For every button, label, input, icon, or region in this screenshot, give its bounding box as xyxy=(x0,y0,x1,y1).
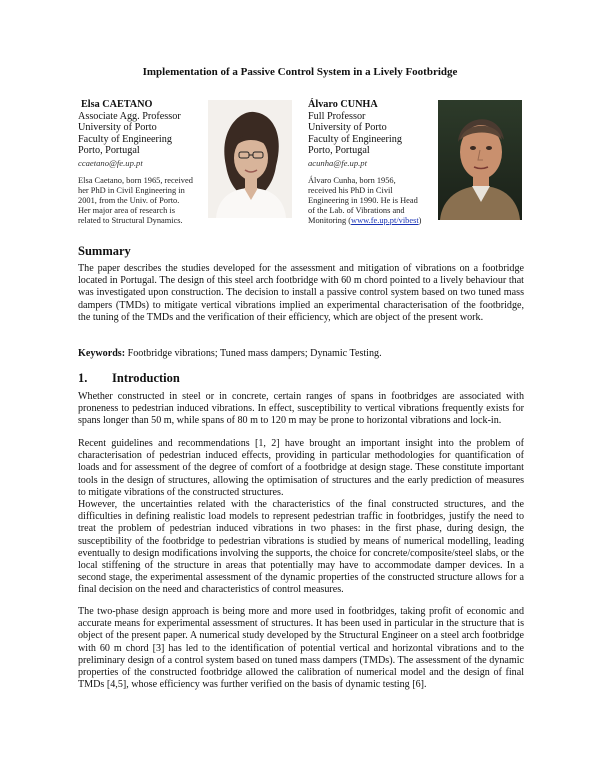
author-affiliation-line: Associate Agg. Professor xyxy=(78,110,181,122)
author-affiliation-line: University of Porto xyxy=(308,122,387,134)
author-name: Álvaro CUNHA xyxy=(308,99,378,110)
author-affiliation-line: University of Porto xyxy=(78,122,157,134)
author-affiliation-line: Porto, Portugal xyxy=(78,145,140,157)
author-photo-cunha xyxy=(438,100,522,220)
bio-text: ) xyxy=(418,216,422,225)
author-bio-cunha xyxy=(308,176,448,226)
summary-heading: Summary xyxy=(78,244,131,258)
bio-line: of the Lab. of Vibrations and xyxy=(308,206,405,215)
portrait-man-icon xyxy=(438,100,522,220)
bio-line-last xyxy=(308,216,448,226)
introduction-heading xyxy=(78,371,180,386)
keywords-label: Keywords: xyxy=(78,348,126,359)
intro-paragraph: The two-phase design approach is being more and more used in footbridges, taking profit of economic and accurate means for experimental assessment of structures. It has been used in particular in the structure that is object of the present paper. A numerical study developed by the Structural Engineer on a steel arch footbridge with 60 m chord [3] has led to the identification of potential vertical and horizontal vibrations and to the preliminary design of a control system based on tuned mass dampers (TMDs). The assessment of the dynamic properties of the constructed footbridge allowed the calibration of numerical model and the design of final TMDs [4,5], whose efficiency was further verified on the basis of dynamic testing [6]. xyxy=(78,606,524,691)
bio-line: her PhD in Civil Engineering in xyxy=(78,186,185,195)
bio-line: Elsa Caetano, born 1965, received xyxy=(78,176,193,185)
portrait-woman-icon xyxy=(208,100,292,218)
bio-line: Engineering in 1990. He is Head xyxy=(308,196,418,205)
intro-paragraph: Whether constructed in steel or in concrete, certain ranges of spans in footbridges are associated with proneness to pedestrian induced vibrations. In effect, susceptibility to vertical vibrations frequently exists for spans longer than 50 m, while spans of 80 m to 120 m may be prone to horizontal vibrations and lock-in. xyxy=(78,391,524,427)
author-photo-caetano xyxy=(208,100,292,218)
section-number: 1. xyxy=(78,371,88,385)
bio-line: Álvaro Cunha, born 1956, xyxy=(308,176,396,185)
lab-website-link[interactable]: www.fe.up.pt/vibest xyxy=(351,216,419,225)
bio-text: Monitoring ( xyxy=(308,216,352,225)
author-affiliation-line: Faculty of Engineering xyxy=(78,133,172,145)
keywords-line xyxy=(78,348,382,359)
author-email[interactable]: ccaetano@fe.up.pt xyxy=(78,157,143,168)
bio-line: related to Structural Dynamics. xyxy=(78,216,183,225)
author-block-cunha xyxy=(308,99,438,170)
summary-paragraph: The paper describes the studies developed for the assessment and mitigation of vibrations on a footbridge located in Portugal. The design of this steel arch footbridge with 60 m chord pointed to a lively behaviour that was investigated upon construction. The decision to install a passive control system based on two tuned mass dampers (TMDs) to mitigate vertical vibrations implied an experimental characterisation of the footbridge, the tuning of the TMDs and the verification of their efficiency, which are object of the present work. xyxy=(78,263,524,323)
author-affiliation-line: Faculty of Engineering xyxy=(308,133,402,145)
intro-paragraph: Recent guidelines and recommendations [1, 2] have brought an important insight into the problem of characterisation of pedestrian induced effects, providing in particular methodologies for quantification of loads and for assessment of the degree of comfort of a footbridge at design stage. These constitute important tools in the design of structures, allowing the optimisation of structures and the early prediction of measures to mitigate vibrations of the constructed structures. xyxy=(78,438,524,498)
author-block-caetano xyxy=(78,99,208,170)
author-name: Elsa CAETANO xyxy=(81,99,153,110)
author-affiliation-line: Porto, Portugal xyxy=(308,145,370,157)
author-bio-caetano xyxy=(78,176,208,226)
bio-line: Her major area of research is xyxy=(78,206,175,215)
intro-paragraph: However, the uncertainties related with the characteristics of the final constructed structures, and the difficulties in defining realistic load models to represent pedestrian traffic in footbridges, justify the need to treat the problem of pedestrian induced vibrations in two phases: in the first phase, during design, the susceptibility of the footbridge to pedestrian vibrations is studied by means of numerical modelling, leading eventually to design modifications involving the supports, the choice for concrete/composite/steel slabs, or the local stiffening of the structure in areas that potentially may have to accommodate damper devices. In a second stage, the experimental assessment of the dynamic properties of the constructed structure allows for a final decision on the need and characteristics of control measures. xyxy=(78,499,524,596)
bio-line: received his PhD in Civil xyxy=(308,186,393,195)
author-email[interactable]: acunha@fe.up.pt xyxy=(308,157,367,168)
section-title: Introduction xyxy=(112,371,180,385)
paper-title: Implementation of a Passive Control System in a Lively Footbridge xyxy=(142,66,458,78)
bio-line: 2001, from the Univ. of Porto. xyxy=(78,196,180,205)
keywords-text: Footbridge vibrations; Tuned mass dampers; Dynamic Testing. xyxy=(125,348,382,359)
author-affiliation-line: Full Professor xyxy=(308,110,366,122)
